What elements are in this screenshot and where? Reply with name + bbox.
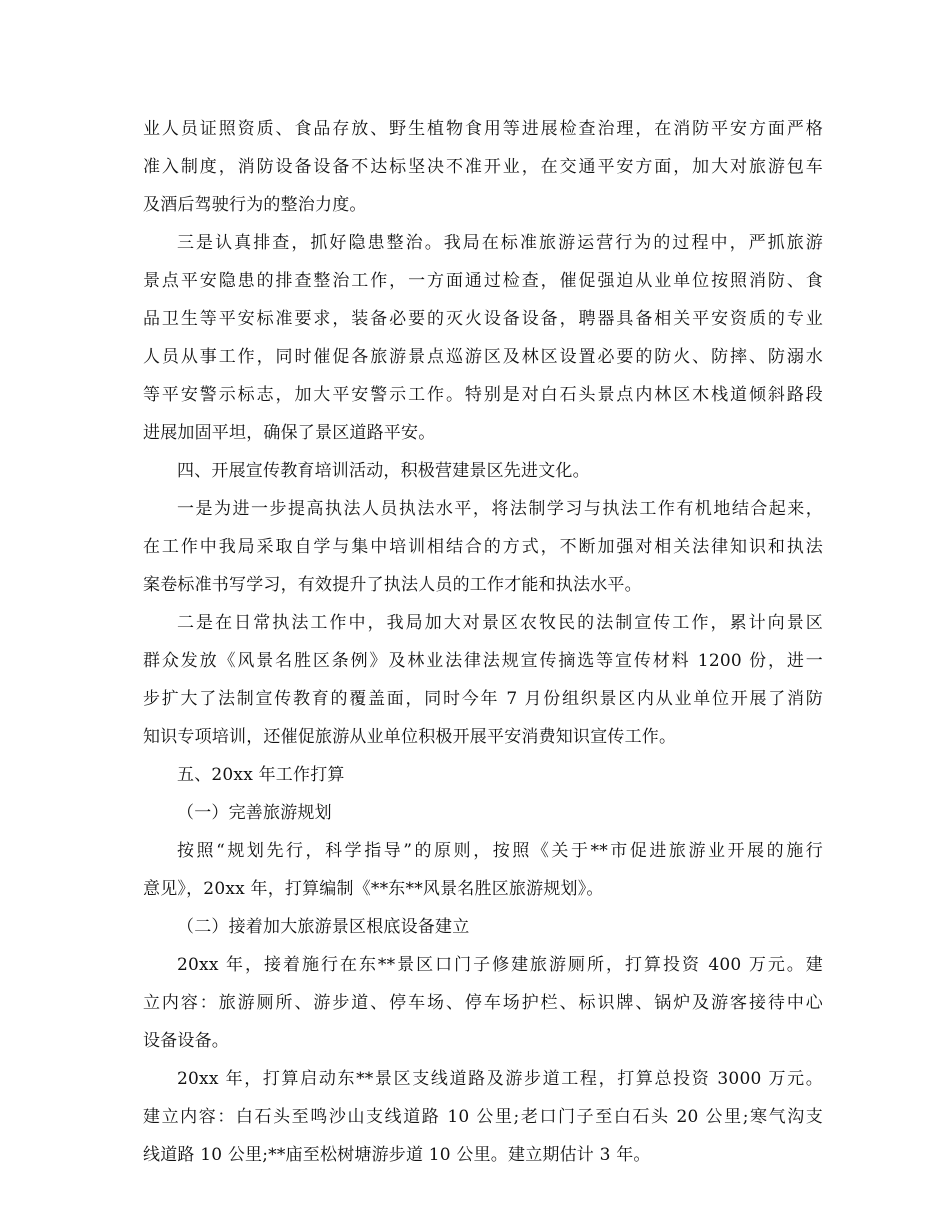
- section-heading: 四、开展宣传教育培训活动，积极营建景区先进文化。: [177, 461, 590, 481]
- text-line: 群众发放《风景名胜区条例》及林业法律法规宣传摘选等宣传材料 1200 份，进一: [143, 651, 823, 671]
- text-line: 人员从事工作，同时催促各旅游景点巡游区及林区设置必要的防火、防摔、防溺水: [143, 347, 823, 367]
- text-line: 立内容：旅游厕所、游步道、停车场、停车场护栏、标识牌、锅炉及游客接待中心: [143, 993, 823, 1013]
- text-line: 进展加固平坦，确保了景区道路平安。: [143, 423, 436, 443]
- paragraph-start-line: 20xx 年，接着施行在东**景区口门子修建旅游厕所，打算投资 400 万元。建: [177, 955, 823, 975]
- text-line: 及酒后驾驶行为的整治力度。: [143, 195, 367, 215]
- text-line: 建立内容：白石头至鸣沙山支线道路 10 公里;老口门子至白石头 20 公里;寒气沟支: [143, 1107, 823, 1127]
- section-heading: 五、20xx 年工作打算: [177, 765, 345, 785]
- document-body: [143, 110, 823, 1174]
- text-line: 准入制度，消防设备设备不达标坚决不准开业，在交通平安方面，加大对旅游包车: [143, 157, 823, 177]
- paragraph-start-line: 三是认真排查，抓好隐患整治。我局在标准旅游运营行为的过程中，严抓旅游: [177, 233, 823, 253]
- text-line: 设备设备。: [143, 1031, 229, 1051]
- paragraph-start-line: 二是在日常执法工作中，我局加大对景区农牧民的法制宣传工作，累计向景区: [177, 613, 823, 633]
- text-line: 线道路 10 公里;**庙至松树塘游步道 10 公里。建立期估计 3 年。: [143, 1145, 651, 1165]
- text-line: 等平安警示标志，加大平安警示工作。特别是对白石头景点内林区木栈道倾斜路段: [143, 385, 823, 405]
- paragraph-start-line: 按照“规划先行，科学指导”的原则，按照《关于**市促进旅游业开展的施行: [177, 841, 823, 861]
- text-line: 案卷标准书写学习，有效提升了执法人员的工作才能和执法水平。: [143, 575, 642, 595]
- subsection-heading: （二）接着加大旅游景区根底设备建立: [177, 917, 470, 937]
- text-line: 步扩大了法制宣传教育的覆盖面，同时今年 7 月份组织景区内从业单位开展了消防: [143, 689, 823, 709]
- text-line: 品卫生等平安标准要求，装备必要的灭火设备设备，聘器具备相关平安资质的专业: [143, 309, 823, 329]
- text-line: 意见》，20xx 年，打算编制《**东**风景名胜区旅游规划》。: [143, 879, 604, 899]
- paragraph-start-line: 一是为进一步提高执法人员执法水平，将法制学习与执法工作有机地结合起来，: [177, 499, 823, 519]
- paragraph-start-line: 20xx 年，打算启动东**景区支线道路及游步道工程，打算总投资 3000 万元。: [177, 1069, 823, 1089]
- text-line: 景点平安隐患的排查整治工作，一方面通过检查，催促强迫从业单位按照消防、食: [143, 271, 823, 291]
- text-line: 在工作中我局采取自学与集中培训相结合的方式，不断加强对相关法律知识和执法: [143, 537, 823, 557]
- text-line: 知识专项培训，还催促旅游从业单位积极开展平安消费知识宣传工作。: [143, 727, 677, 747]
- text-line: 业人员证照资质、食品存放、野生植物食用等进展检查治理，在消防平安方面严格: [143, 119, 823, 139]
- subsection-heading: （一）完善旅游规划: [177, 803, 332, 823]
